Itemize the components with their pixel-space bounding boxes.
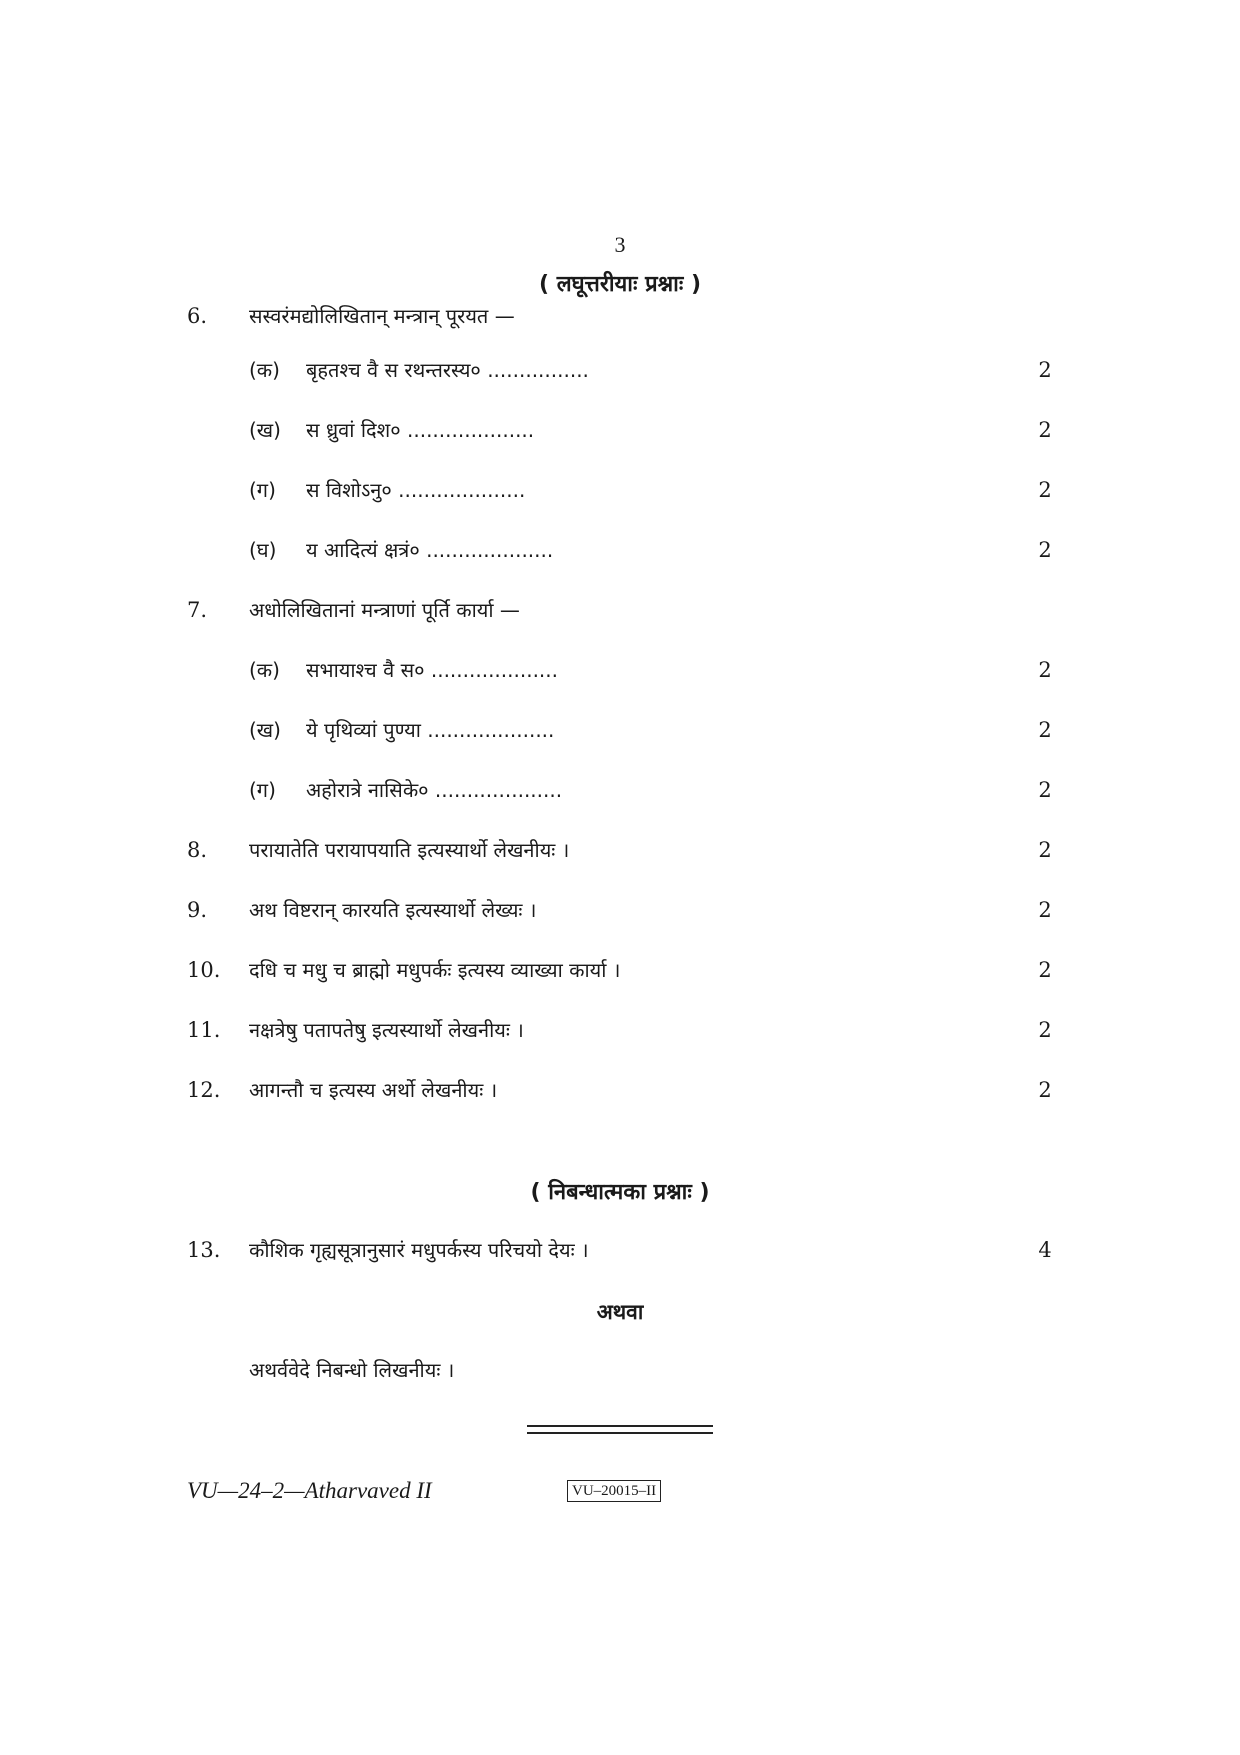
sub-question — [0, 474, 1240, 506]
question-text: परायातेति परायापयाति इत्यस्यार्थो लेखनीयः । — [249, 838, 570, 862]
sub-question-text: अहोरात्रे नासिके० .................... — [306, 778, 563, 802]
sub-question — [0, 714, 1240, 746]
footer-paper-title: VU—24–2—Atharvaved II — [187, 1478, 432, 1503]
question-11 — [0, 1014, 1240, 1046]
question-text: अथ विष्टरान् कारयति इत्यस्यार्थो लेख्यः । — [249, 898, 537, 922]
question-number: 6. — [187, 304, 208, 328]
sub-question-label: (ख) — [249, 718, 281, 742]
sub-question — [0, 414, 1240, 446]
alternative-question-text: अथर्ववेदे निबन्धो लिखनीयः । — [249, 1358, 455, 1382]
sub-question-label: (क) — [249, 358, 280, 382]
question-text: सस्वरंमद्योलिखितान् मन्त्रान् पूरयत — — [249, 304, 515, 328]
question-number: 12. — [187, 1078, 221, 1102]
page-number: 3 — [614, 232, 626, 257]
question-text: नक्षत्रेषु पतापतेषु इत्यस्यार्थो लेखनीयः । — [249, 1018, 524, 1042]
marks: 2 — [1038, 538, 1052, 562]
sub-question-text: बृहतश्च वै स रथन्तरस्य० ................ — [306, 358, 589, 382]
marks: 2 — [1038, 1078, 1052, 1102]
marks: 2 — [1038, 658, 1052, 682]
sub-question-text: स ध्रुवां दिश० .................... — [306, 418, 535, 442]
marks: 4 — [1038, 1238, 1052, 1262]
marks: 2 — [1038, 958, 1052, 982]
question-number: 9. — [187, 898, 208, 922]
marks: 2 — [1038, 778, 1052, 802]
question-10 — [0, 954, 1240, 986]
question-8 — [0, 834, 1240, 866]
or-label: अथवा — [596, 1300, 644, 1324]
question-7 — [0, 594, 1240, 626]
marks: 2 — [1038, 418, 1052, 442]
marks: 2 — [1038, 478, 1052, 502]
question-text: आगन्तौ च इत्यस्य अर्थो लेखनीयः । — [249, 1078, 498, 1102]
question-6 — [0, 300, 1240, 332]
sub-question-label: (घ) — [249, 538, 277, 562]
question-number: 7. — [187, 598, 208, 622]
question-text: अधोलिखितानां मन्त्राणां पूर्ति कार्या — — [249, 598, 520, 622]
marks: 2 — [1038, 1018, 1052, 1042]
sub-question-label: (ग) — [249, 778, 276, 802]
sub-question-text: सभायाश्च वै स० .................... — [306, 658, 559, 682]
question-text: कौशिक गृह्यसूत्रानुसारं मधुपर्कस्य परिचयो देयः । — [249, 1238, 589, 1262]
question-number: 10. — [187, 958, 221, 982]
sub-question — [0, 774, 1240, 806]
sub-question-label: (ग) — [249, 478, 276, 502]
marks: 2 — [1038, 718, 1052, 742]
sub-question — [0, 654, 1240, 686]
sub-question-text: स विशोऽनु० .................... — [306, 478, 526, 502]
marks: 2 — [1038, 838, 1052, 862]
sub-question-text: ये पृथिव्यां पुण्या .................... — [306, 718, 555, 742]
question-number: 8. — [187, 838, 208, 862]
footer-paper-code: VU–20015–II — [567, 1480, 661, 1502]
marks: 2 — [1038, 358, 1052, 382]
question-text: दधि च मधु च ब्राह्मो मधुपर्कः इत्यस्य व्याख्या कार्या । — [249, 958, 621, 982]
marks: 2 — [1038, 898, 1052, 922]
question-number: 11. — [187, 1018, 221, 1042]
sub-question — [0, 534, 1240, 566]
double-rule-divider — [527, 1425, 713, 1434]
sub-question-text: य आदित्यं क्षत्रं० .................... — [306, 538, 554, 562]
question-12 — [0, 1074, 1240, 1106]
section-heading-essay: ( निबन्धात्मका प्रश्नाः ) — [530, 1180, 710, 1205]
question-9 — [0, 894, 1240, 926]
sub-question — [0, 354, 1240, 386]
question-13 — [0, 1234, 1240, 1266]
sub-question-label: (ख) — [249, 418, 281, 442]
section-heading-short: ( लघूत्तरीयाः प्रश्नाः ) — [538, 272, 702, 297]
question-number: 13. — [187, 1238, 221, 1262]
alternative-question — [0, 1354, 1240, 1386]
sub-question-label: (क) — [249, 658, 280, 682]
